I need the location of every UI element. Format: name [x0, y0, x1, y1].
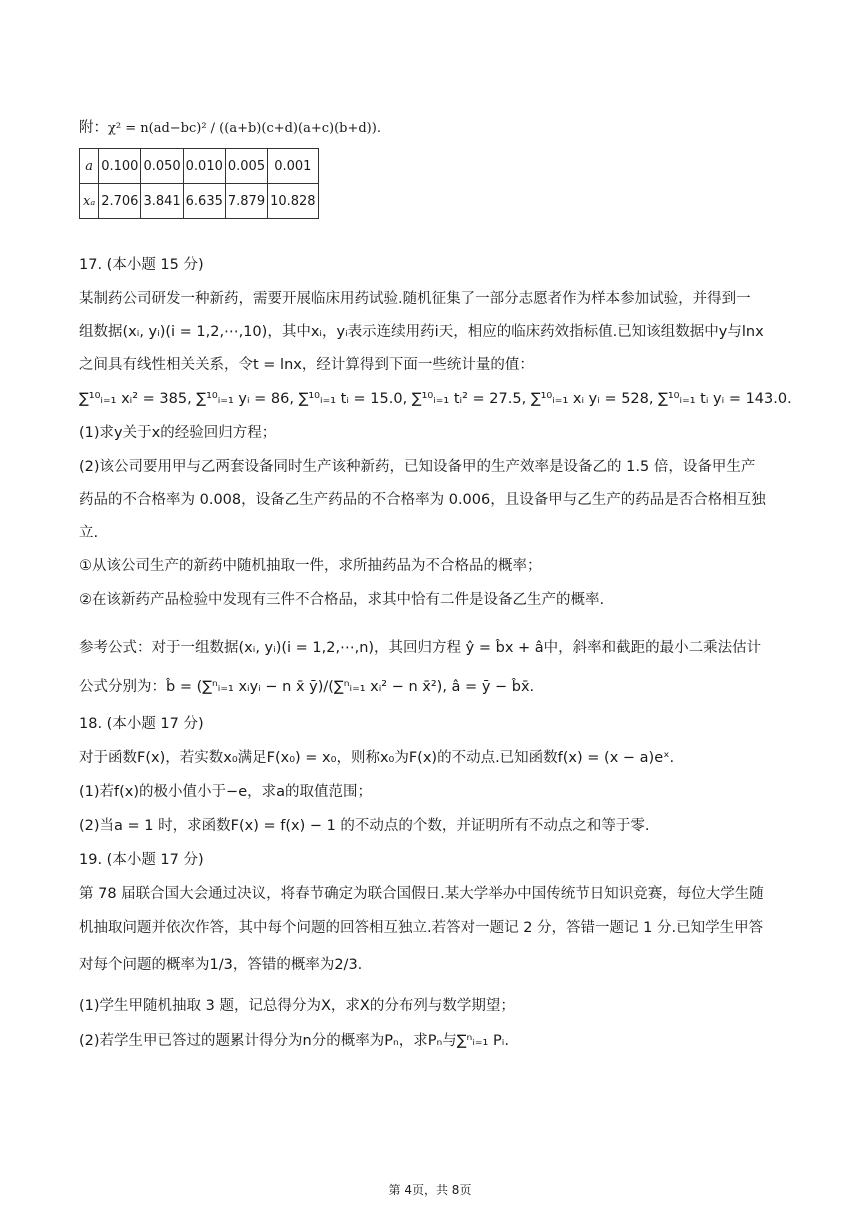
- question-17-title: 17. (本小题 15 分): [79, 257, 204, 273]
- appendix-formula-line: [79, 118, 790, 139]
- table-cell: 7.879: [225, 184, 267, 219]
- table-cell: 0.100: [99, 149, 141, 184]
- table-row: [80, 184, 319, 219]
- table-cell: 0.010: [183, 149, 225, 184]
- page-number-footer: 第 4页，共 8页: [388, 1183, 472, 1197]
- table-cell: 0.001: [268, 149, 319, 184]
- question-17-sub-1: ①从该公司生产的新药中随机抽取一件，求所抽药品为不合格品的概率；: [79, 558, 542, 574]
- question-17-statistics-line: ∑¹⁰ᵢ₌₁ xᵢ² = 385, ∑¹⁰ᵢ₌₁ yᵢ = 86, ∑¹⁰ᵢ₌₁ tᵢ = 15.0, ∑¹⁰ᵢ₌₁ tᵢ² = 27.5, ∑¹⁰ᵢ₌₁ xᵢ yᵢ = 528, ∑¹⁰ᵢ₌₁ tᵢ yᵢ = 143.0.: [79, 391, 792, 407]
- question-17-part-1: (1)求y关于x的经验回归方程；: [79, 425, 277, 441]
- question-19-title: 19. (本小题 17 分): [79, 852, 204, 868]
- appendix-label: 附：: [79, 120, 108, 136]
- critical-value-table: [79, 148, 319, 219]
- reference-formula-line: 公式分别为：b̂ = (∑ⁿᵢ₌₁ xᵢyᵢ − n x̄ ȳ)/(∑ⁿᵢ₌₁ xᵢ² − n x̄²), â = ȳ − b̂x̄.: [79, 679, 535, 695]
- question-17-text-line: 组数据(xᵢ, yᵢ)(i = 1,2,⋯,10)，其中xᵢ，yᵢ表示连续用药i天，相应的临床药效指标值.已知该组数据中y与lnx: [79, 324, 764, 340]
- question-17-part-2: (2)该公司要用甲与乙两套设备同时生产该种新药，已知设备甲的生产效率是设备乙的 1.5 倍，设备甲生产: [79, 459, 756, 475]
- question-19-part-1: (1)学生甲随机抽取 3 题，记总得分为X，求X的分布列与数学期望；: [79, 998, 515, 1014]
- table-cell: 6.635: [183, 184, 225, 219]
- question-17-text-line: 立.: [79, 525, 99, 541]
- table-cell: 3.841: [141, 184, 183, 219]
- table-cell: 10.828: [268, 184, 319, 219]
- chi-square-formula: χ² = n(ad−bc)² / ((a+b)(c+d)(a+c)(b+d)).: [108, 121, 381, 136]
- question-19-text-line: 对每个问题的概率为1/3，答错的概率为2/3.: [79, 957, 363, 973]
- question-18-part-2: (2)当a = 1 时，求函数F(x) = f(x) − 1 的不动点的个数，并证明所有不动点之和等于零.: [79, 818, 650, 834]
- table-cell: xₐ: [80, 184, 99, 219]
- question-17-text-line: 之间具有线性相关关系，令t = lnx，经计算得到下面一些统计量的值：: [79, 357, 534, 373]
- question-18-text-line: 对于函数F(x)，若实数x₀满足F(x₀) = x₀，则称x₀为F(x)的不动点.已知函数f(x) = (x − a)eˣ.: [79, 750, 675, 766]
- table-cell: 2.706: [99, 184, 141, 219]
- question-19-part-2: (2)若学生甲已答过的题累计得分为n分的概率为Pₙ，求Pₙ与∑ⁿᵢ₌₁ Pᵢ.: [79, 1033, 509, 1049]
- table-cell: a: [80, 149, 99, 184]
- reference-formula-line: 参考公式：对于一组数据(xᵢ, yᵢ)(i = 1,2,⋯,n)，其回归方程 ŷ = b̂x + â中，斜率和截距的最小二乘法估计: [79, 640, 762, 656]
- question-18-part-1: (1)若f(x)的极小值小于−e，求a的取值范围；: [79, 784, 372, 800]
- question-19-text-line: 机抽取问题并依次作答，其中每个问题的回答相互独立.若答对一题记 2 分，答错一题记 1 分.已知学生甲答: [79, 920, 764, 936]
- question-19-text-line: 第 78 届联合国大会通过决议，将春节确定为联合国假日.某大学举办中国传统节日知识竞赛，每位大学生随: [79, 886, 764, 902]
- question-17-sub-2: ②在该新药产品检验中发现有三件不合格品，求其中恰有二件是设备乙生产的概率.: [79, 592, 605, 608]
- table-cell: 0.050: [141, 149, 183, 184]
- table-row: [80, 149, 319, 184]
- question-17-text-line: 某制药公司研发一种新药，需要开展临床用药试验.随机征集了一部分志愿者作为样本参加试验，并得到一: [79, 291, 751, 307]
- question-17-text-line: 药品的不合格率为 0.008，设备乙生产药品的不合格率为 0.006，且设备甲与乙生产的药品是否合格相互独: [79, 492, 766, 508]
- question-18-title: 18. (本小题 17 分): [79, 716, 204, 732]
- table-cell: 0.005: [225, 149, 267, 184]
